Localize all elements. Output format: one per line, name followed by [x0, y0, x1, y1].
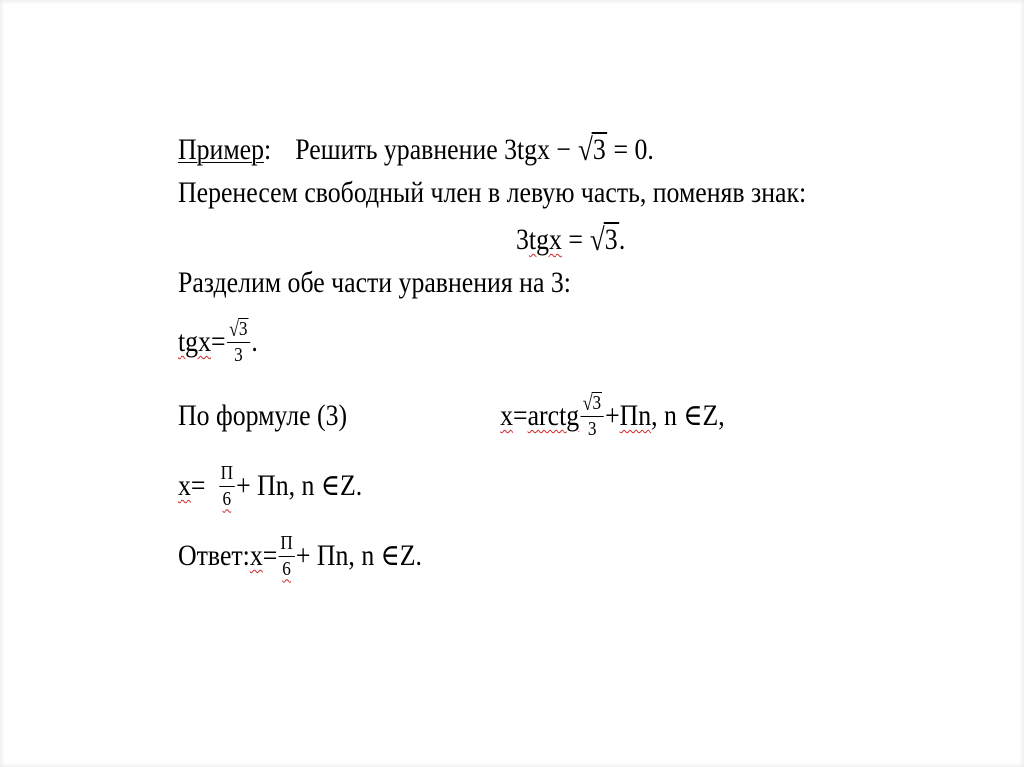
- denominator: 3: [587, 418, 597, 441]
- period: .: [251, 325, 258, 358]
- move-term-line: [178, 178, 806, 208]
- solution-tail: + Пn, n ∈Z.: [236, 469, 363, 502]
- num-sqrt-arg: 3: [238, 318, 248, 341]
- example-label: Пример: [178, 133, 265, 166]
- fraction-pi-over-6: [279, 533, 295, 580]
- x-var: x: [178, 469, 191, 502]
- formula-tail: , n ∈Z,: [651, 399, 725, 432]
- denominator: 6: [222, 487, 232, 510]
- numerator: П: [280, 531, 293, 554]
- example-text: Решить уравнение 3tgx −: [295, 133, 578, 166]
- equals: =: [210, 325, 226, 358]
- formula-label: По формуле (3): [178, 399, 348, 432]
- denominator: 6: [282, 557, 291, 580]
- tgx: tgx: [528, 223, 562, 256]
- sqrt-arg: 3: [592, 133, 606, 166]
- tgx: tgx: [178, 325, 211, 358]
- arctg: arctg: [527, 399, 580, 432]
- pi-n: Пn: [619, 399, 652, 432]
- divide-line: [178, 268, 571, 298]
- formula-line: [178, 386, 725, 446]
- equation-step-1: [516, 222, 625, 256]
- sqrt-arg: 3: [604, 223, 618, 256]
- x-var: x: [500, 399, 514, 432]
- num-sqrt-arg: 3: [592, 392, 602, 415]
- fraction-pi-over-6: [219, 463, 235, 510]
- fraction-sqrt3-over-3: $\frac{√3}{3}$: [581, 392, 604, 440]
- denominator: 3: [234, 344, 243, 367]
- period: .: [618, 223, 626, 256]
- answer-line: [178, 526, 422, 586]
- move-term-text: Перенесем свободный член в левую часть, поменяв знак:: [178, 176, 807, 209]
- equals: =: [513, 399, 528, 432]
- numerator: П: [220, 461, 234, 484]
- answer-tail: + Пn, n ∈Z.: [295, 539, 422, 572]
- plus: +: [605, 399, 620, 432]
- divide-text: Разделим обе части уравнения на 3:: [178, 266, 571, 299]
- equals: =: [561, 223, 590, 256]
- equals: =: [190, 469, 206, 502]
- sqrt-three: √3: [577, 132, 606, 168]
- answer-label: Ответ:: [178, 539, 250, 572]
- example-line: [178, 132, 654, 166]
- solution-line: [178, 456, 362, 516]
- equation-step-2: [178, 312, 258, 372]
- x-var: x: [249, 539, 263, 572]
- coef: 3: [516, 223, 529, 256]
- sqrt-three: √3: [589, 222, 618, 258]
- equals: =: [262, 539, 278, 572]
- example-colon: :: [264, 133, 272, 166]
- fraction-sqrt3-over-3: $\frac{√3}{3}$: [227, 318, 250, 366]
- example-tail: = 0.: [607, 133, 654, 166]
